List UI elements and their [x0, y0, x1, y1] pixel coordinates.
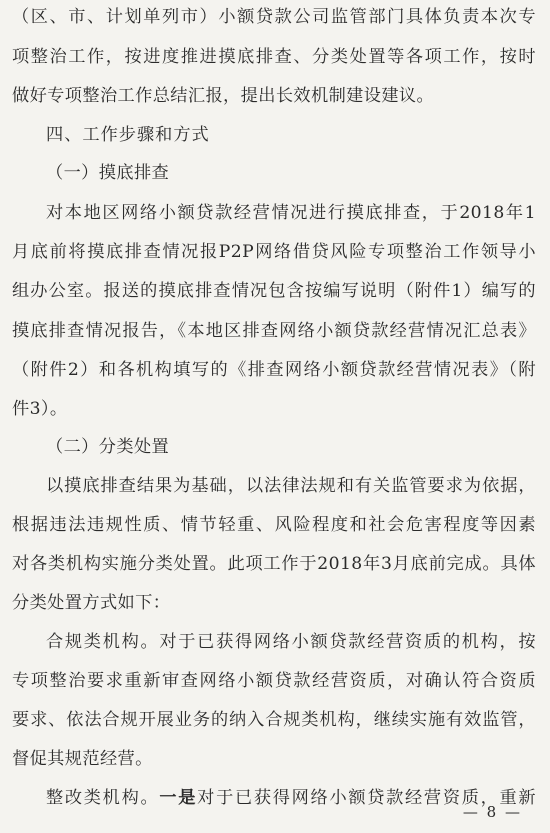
sub2-line-2: 根据违法违规性质、情节轻重、风险程度和社会危害程度等因素	[12, 515, 536, 535]
sub1-line-6: 件3）。	[12, 399, 68, 419]
page-number: — 8 —	[462, 803, 522, 821]
sub1-line-1: 对本地区网络小额贷款经营情况进行摸底排查，于2018年1	[46, 203, 536, 223]
subsection-1-heading: （一）摸底排查	[46, 163, 170, 183]
sub2-line-1: 以摸底排查结果为基础，以法律法规和有关监管要求为依据，	[46, 476, 536, 496]
compliant-line-3: 要求、依法合规开展业务的纳入合规类机构，继续实施有效监管，	[12, 710, 536, 730]
sub1-line-2: 月底前将摸底排查情况报P2P网络借贷风险专项整治工作领导小	[12, 242, 536, 262]
subsection-2-heading: （二）分类处置	[46, 437, 170, 457]
intro-line-1: （区、市、计划单列市）小额贷款公司监管部门具体负责本次专	[12, 7, 536, 27]
intro-line-3: 做好专项整治工作总结汇报，提出长效机制建设建议。	[12, 86, 435, 106]
sub1-line-5: （附件2）和各机构填写的《排查网络小额贷款经营情况表》（附	[12, 360, 536, 380]
sub2-line-4: 分类处置方式如下：	[12, 593, 171, 613]
rectify-text: 对于已获得网络小额贷款经营资质，重新	[197, 788, 536, 808]
section-4-heading: 四、工作步骤和方式	[46, 125, 210, 145]
sub1-line-3: 组办公室。报送的摸底排查情况包含按编写说明（附件1）编写的	[12, 281, 536, 301]
compliant-line-4: 督促其规范经营。	[12, 749, 153, 769]
sub1-line-4: 摸底排查情况报告，《本地区排查网络小额贷款经营情况汇总表》	[12, 321, 536, 341]
rectify-label: 整改类机构。	[46, 788, 160, 808]
rectify-first-point: 一是	[159, 788, 198, 808]
compliant-line-2: 专项整治要求重新审查网络小额贷款经营资质，对确认符合资质	[12, 671, 536, 691]
compliant-line-1: 合规类机构。对于已获得网络小额贷款经营资质的机构，按	[46, 632, 536, 652]
intro-line-2: 项整治工作，按进度推进摸底排查、分类处置等各项工作，按时	[12, 47, 536, 67]
sub2-line-3: 对各类机构实施分类处置。此项工作于2018年3月底前完成。具体	[12, 554, 536, 574]
